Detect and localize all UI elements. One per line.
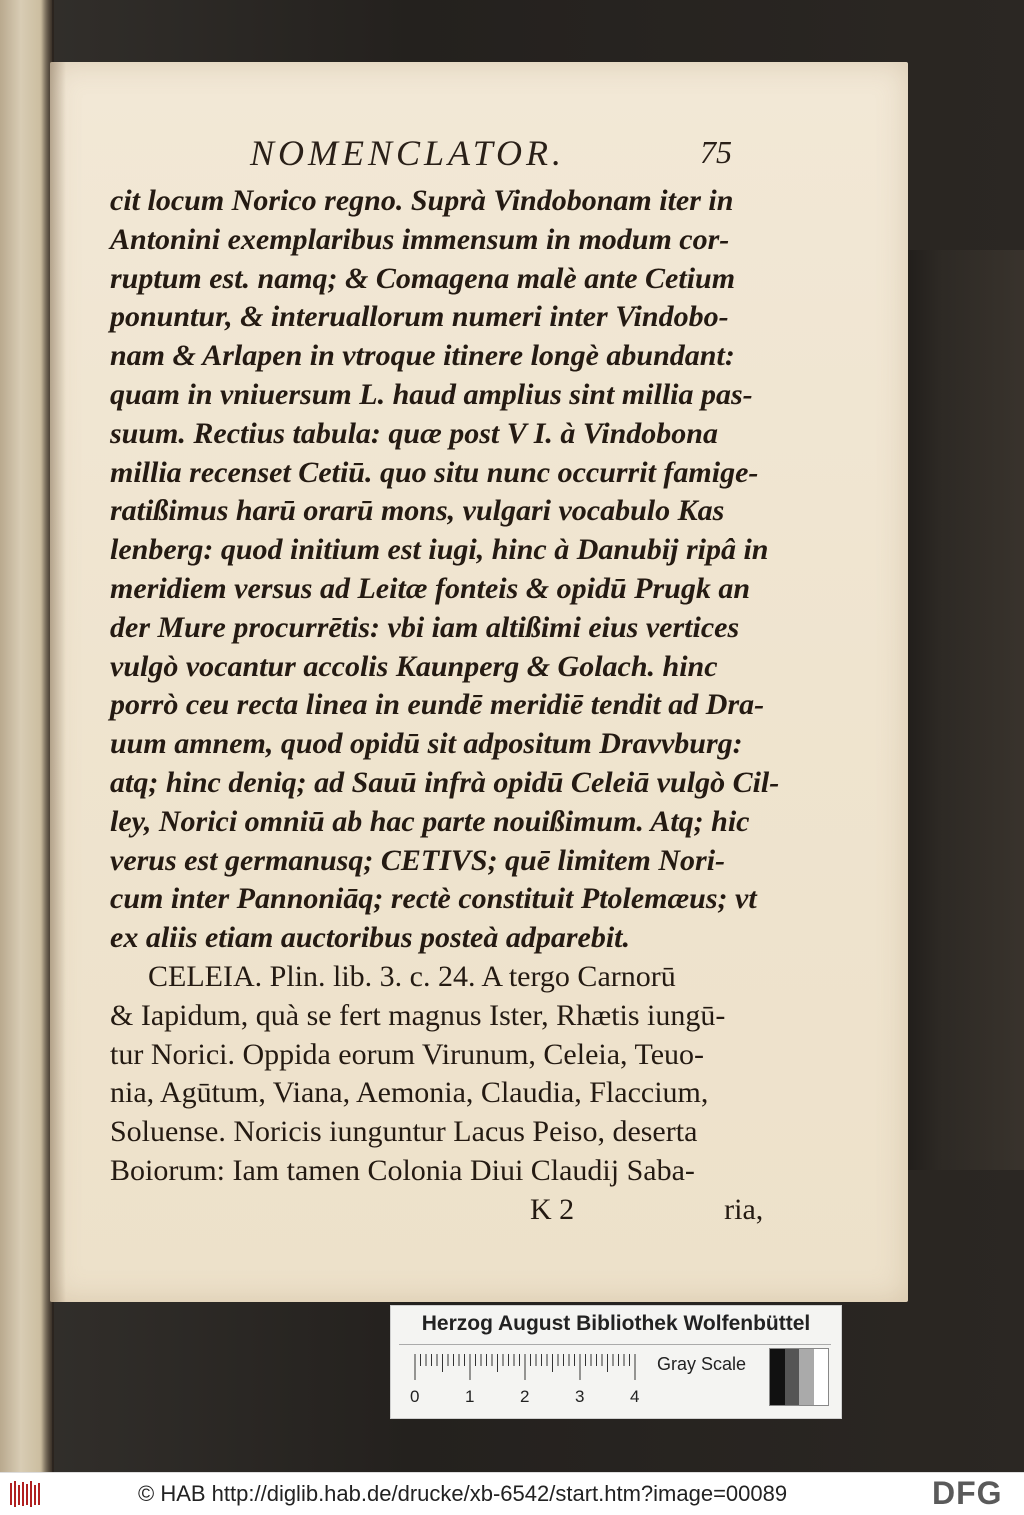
text-line: tur Norici. Oppida eorum Virunum, Celeia, Teuo- — [110, 1037, 705, 1071]
page-number: 75 — [700, 134, 732, 170]
text-line: millia recenset Cetiū. quo situ nunc occurrit famige- — [110, 455, 759, 489]
text-line: der Mure procurrētis: vbi iam altißimi eius vertices — [110, 610, 740, 644]
library-name: Herzog August Bibliothek Wolfenbüttel — [421, 1312, 811, 1335]
text-line: ruptum est. namq; & Comagena malè ante Cetium — [110, 261, 736, 295]
text-line: & Iapidum, quà se fert magnus Ister, Rhætis iungū- — [110, 998, 726, 1032]
text-line: Boiorum: Iam tamen Colonia Diui Claudij Saba- — [110, 1153, 695, 1187]
ruler-number: 2 — [520, 1387, 530, 1406]
hab-logo-icon — [8, 1479, 44, 1509]
text-line: suum. Rectius tabula: quæ post V I. à Vindobona — [110, 416, 718, 450]
ruler-numbers — [410, 1387, 639, 1406]
text-line: Antonini exemplaribus immensum in modum cor- — [110, 222, 730, 256]
dfg-logo: DFG — [932, 1475, 1003, 1511]
text-line: CELEIA. Plin. lib. 3. c. 24. A tergo Carnorū — [148, 959, 676, 993]
right-page-fragment — [905, 250, 1024, 1170]
book-page — [50, 62, 908, 1302]
ruler-number: 4 — [630, 1387, 639, 1406]
text-line: lenberg: quod initium est iugi, hinc à Danubij ripâ in — [110, 533, 769, 567]
gray-scale-label: Gray Scale — [657, 1354, 747, 1374]
text-line: cum inter Pannoniāq; rectè constituit Ptolemæus; vt — [110, 882, 757, 916]
ruler-scale — [409, 1350, 639, 1410]
text-line: nia, Agūtum, Viana, Aemonia, Claudia, Flaccium, — [110, 1076, 709, 1110]
running-head: NOMENCLATOR. — [250, 133, 566, 173]
text-line: nam & Arlapen in vtroque itinere longè abundant: — [110, 339, 735, 373]
catchline: K 2 ria, — [530, 1192, 764, 1226]
text-line: verus est germanusq; CETIVS; quē limitem Nori- — [110, 843, 726, 877]
footer-url-text: © HAB http://diglib.hab.de/drucke/xb-6542/start.htm?image=00089 — [138, 1481, 788, 1506]
gray-scale-swatch — [769, 1348, 829, 1406]
text-block — [110, 182, 810, 1230]
text-line: vulgò vocantur accolis Kaunperg & Golach. hinc — [110, 649, 718, 683]
text-line: ex aliis etiam auctoribus posteà adparebit. — [110, 921, 631, 955]
ruler-number: 0 — [410, 1387, 420, 1406]
text-line: meridiem versus ad Leitæ fonteis & opidū Prugk an — [110, 571, 751, 605]
text-line: quam in vniuersum L. haud amplius sint millia pas- — [110, 377, 753, 411]
text-line: porrò ceu recta linea in eundē meridiē tendit ad Dra- — [110, 688, 765, 722]
text-line: ley, Norici omniū ab hac parte nouißimum. Atq; hic — [110, 804, 750, 838]
ruler-number: 3 — [575, 1387, 585, 1406]
text-line: ponuntur, & interuallorum numeri inter Vindobo- — [110, 300, 729, 334]
ruler-number: 1 — [465, 1387, 475, 1406]
text-line: ratißimus harū orarū mons, vulgari vocabulo Kas — [110, 494, 725, 528]
ruler-ticks — [415, 1354, 635, 1380]
text-line: cit locum Norico regno. Suprà Vindobonam iter in — [110, 184, 734, 217]
text-line: atq; hinc deniq; ad Sauū infrà opidū Celeiā vulgò Cil- — [110, 765, 780, 799]
text-line: Soluense. Noricis iunguntur Lacus Peiso, deserta — [110, 1115, 698, 1149]
text-line: uum amnem, quod opidū sit adpositum Dravvburg: — [110, 727, 743, 761]
footer-bar — [0, 1472, 1024, 1515]
page-spine-shadow — [50, 62, 66, 1302]
label-divider — [399, 1344, 831, 1345]
library-label — [390, 1305, 842, 1419]
